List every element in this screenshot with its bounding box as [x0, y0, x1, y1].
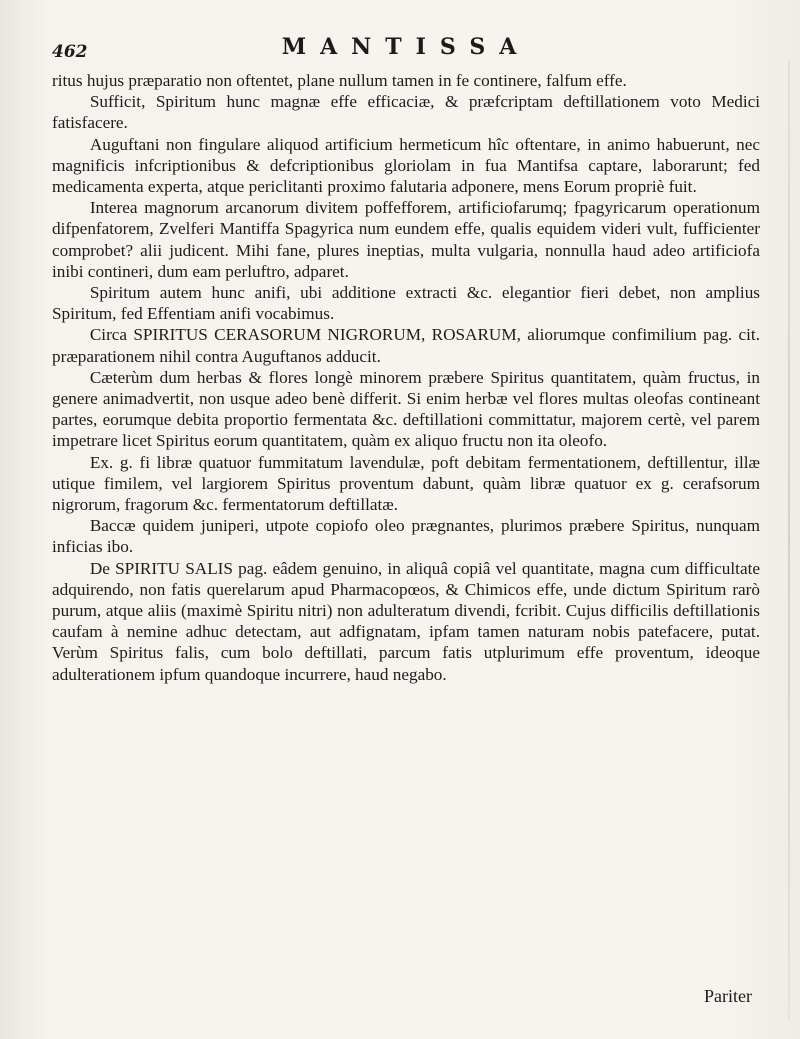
paragraph: ritus hujus præparatio non oftentet, plane nullum tamen in fe continere, falfum effe. — [52, 71, 627, 90]
page-number: 462 — [52, 42, 88, 62]
running-title: MANTISSA — [281, 34, 531, 60]
paragraph: Auguftani non fingulare aliquod artificium hermeticum hîc oftentare, in animo habuerunt, nec magnificis infcriptionibus & defcriptionibus gloriolam in fua Mantifsa captare, laborarunt; fed medicamenta experta, atque periclitanti proximo falutaria adponere, mens Eorum propriè fuit. — [52, 134, 760, 197]
paragraph: De SPIRITU SALIS pag. eâdem genuino, in aliquâ copiâ vel quantitate, magna cum difficultate adquirendo, non fatis querelarum apud Pharmacopœos, & Chimicos effe, unde dictum Spiritum rarò purum, atque aliis (maximè Spiritu nitri) non adulteratum divendi, fcribit. Cujus difficilis deftillationis caufam à nemine adhuc detectam, aut adfignatam, ipfam tamen naturam nobis patefacere, putat. Verùm Spiritus falis, cum bolo deftillati, parcum fatis utplurimum effe proventum, ideoque adulterationem ipfum quandoque incurrere, haud negabo. — [52, 558, 760, 684]
paragraph: Cæterùm dum herbas & flores longè minorem præbere Spiritus quantitatem, quàm fructus, in genere animadvertit, non usque adeo benè differit. Si enim herbæ vel flores multas oleofas contineant partes, eorumque debita proportio fermentata &c. deftillationi committatur, majorem certè, vel parem impetrare licet Spiritus eorum quantitatem, quàm ex aliquo fructu non ita oleofo. — [52, 367, 760, 451]
page-edge-shadow — [788, 60, 790, 1020]
paragraph: Baccæ quidem juniperi, utpote copiofo oleo prægnantes, plurimos præbere Spiritus, nunquam inficias ibo. — [52, 516, 760, 557]
paragraph: Ex. g. fi libræ quatuor fummitatum lavendulæ, poft debitam fermentationem, deftillentur, illæ utique fimilem, vel largiorem Spiritus proventum dabunt, quàm libræ quatuor ex g. cerafsorum nigrorum, fragorum &c. fermentatorum deftillatæ. — [52, 452, 760, 515]
paragraph: Circa SPIRITUS CERASORUM NIGRORUM, ROSARUM, aliorumque confimilium pag. cit. præparationem nihil contra Auguftanos adducit. — [52, 325, 760, 366]
paragraph: Sufficit, Spiritum hunc magnæ effe efficaciæ, & præfcriptam deftillationem voto Medici fatisfacere. — [52, 92, 760, 133]
paragraph: Interea magnorum arcanorum divitem poffefforem, artificiofarumq; fpagyricarum operationum difpenfatorem, Zvelferi Mantiffa Spagyrica num eundem effe, qualis equidem videri vult, fufficienter comprobet? alii judicent. Mihi fane, plures ineptias, multa vulgaria, nonnulla haud adeo artificiofa inibi contineri, dum eam perluftro, adparet. — [52, 198, 760, 281]
body-text — [52, 70, 760, 685]
paragraph: Spiritum autem hunc anifi, ubi additione extracti &c. elegantior fieri debet, non amplius Spiritum, fed Effentiam anifi vocabimus. — [52, 283, 760, 324]
page-header — [52, 34, 760, 70]
catchword: Pariter — [704, 986, 752, 1006]
